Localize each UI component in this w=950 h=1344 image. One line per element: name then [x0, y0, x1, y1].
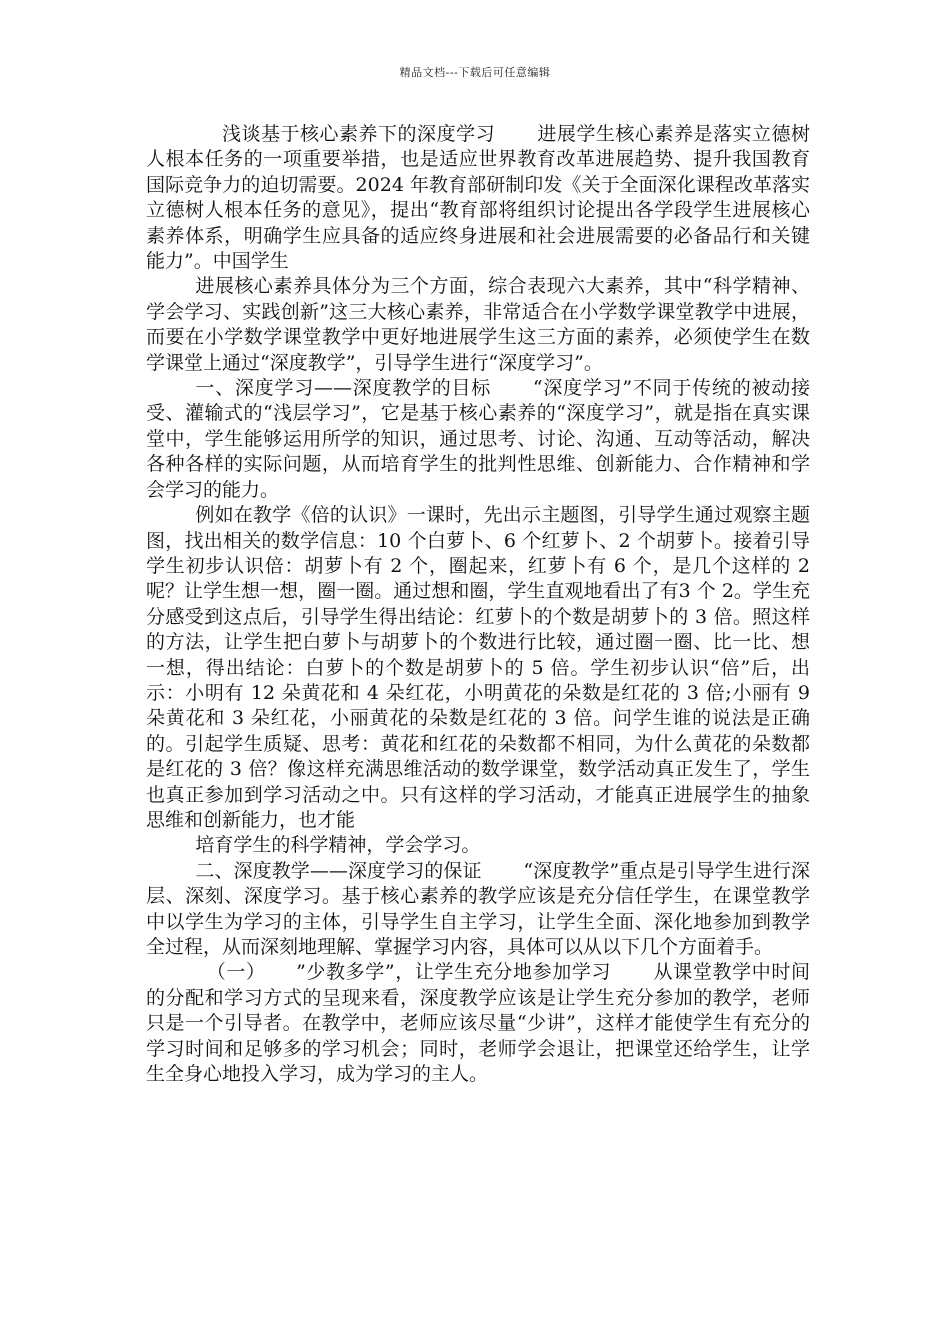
- title-paragraph: [146, 122, 810, 274]
- paragraph-scientific-spirit: 培育学生的科学精神，学会学习。: [195, 834, 481, 857]
- subsection-1-heading: ”少教多学”，让学生充分地参加学习: [296, 961, 612, 984]
- section-1-heading: 一、深度学习——深度教学的目标: [195, 377, 492, 400]
- intro-text: 进展学生核心素养是落实立德树人根本任务的一项重要举措，也是适应世界教育改革进展趋势、提升我国教育国际竞争力的迫切需要。2024 年教育部研制印发《关于全面深化课程改革落实立德树人根本任务的意见》，提出“教育部将组织讨论提出各学段学生进展核心素养体系，明确学生应具备的适应终身进展和社会进展需要的必备品行和关键能力”。中国学生: [146, 123, 810, 273]
- section-1-text: “深度学习”不同于传统的被动接受、灌输式的“浅层学习”，它是基于核心素养的“深度学习”，就是指在真实课堂中，学生能够运用所学的知识，通过思考、讨论、沟通、互动等活动，解决各种各样的实际问题，从而培育学生的批判性思维、创新能力、合作精神和学会学习的能力。: [146, 377, 810, 501]
- section-2-heading: 二、深度教学——深度学习的保证: [195, 859, 482, 882]
- subsection-1-number: （一）: [206, 961, 266, 984]
- page-header: 精品文档---下载后可任意编辑: [399, 66, 551, 79]
- section-2-text: “深度教学”重点是引导学生进行深层、深刻、深度学习。基于核心素养的教学应该是充分信任学生，在课堂教学中以学生为学习的主体，引导学生自主学习，让学生全面、深化地参加到教学全过程，从而深刻地理解、掌握学习内容，具体可以从以下几个方面着手。: [146, 859, 810, 958]
- subsection-1-text: 从课堂教学中时间的分配和学习方式的呈现来看，深度教学应该是让学生充分参加的教学，老师只是一个引导者。在教学中，老师应该尽量“少讲”，这样才能使学生有充分的学习时间和足够多的学习机会；同时，老师学会退让，把课堂还给学生，让学生全身心地投入学习，成为学习的主人。: [146, 961, 810, 1086]
- article-title: 浅谈基于核心素养下的深度学习: [222, 123, 496, 145]
- subsection-1-paragraph: [146, 960, 810, 1087]
- section-1-paragraph: [146, 376, 810, 503]
- paragraph-example: 例如在教学《倍的认识》一课时，先出示主题图，引导学生通过观察主题图，找出相关的数学信息：10 个白萝卜、6 个红萝卜、2 个胡萝卜。接着引导学生初步认识倍：胡萝卜有 2 个，圈起来，红萝卜有 6 个，是几个这样的 2 呢？让学生想一想，圈一圈。通过想和圈，学生直观地看出了有3 个 2。学生充分感受到这点后，引导学生得出结论：红萝卜的个数是胡萝卜的 3 倍。照这样的方法，让学生把白萝卜与胡萝卜的个数进行比较，通过圈一圈、比一比、想一想，得出结论：白萝卜的个数是胡萝卜的 5 倍。学生初步认识“倍”后，出示：小明有 12 朵黄花和 4 朵红花，小明黄花的朵数是红花的 3 倍;小丽有 9 朵黄花和 3 朵红花，小丽黄花的朵数是红花的 3 倍。问学生谁的说法是正确的。引起学生质疑、思考：黄花和红花的朵数都不相同，为什么黄花的朵数都是红花的 3 倍？像这样充满思维活动的数学课堂，数学活动真正发生了，学生也真正参加到学习活动之中。只有这样的学习活动，才能真正进展学生的抽象思维和创新能力，也才能: [146, 504, 810, 831]
- section-2-paragraph: [146, 859, 810, 961]
- paragraph-core-literacy: 进展核心素养具体分为三个方面，综合表现六大素养，其中“科学精神、学会学习、实践创新”这三大核心素养，非常适合在小学数学课堂教学中进展，而要在小学数学课堂教学中更好地进展学生这三方面的素养，必须使学生在数学课堂上通过“深度教学”，引导学生进行“深度学习”。: [146, 275, 810, 374]
- article-body: [146, 122, 810, 1087]
